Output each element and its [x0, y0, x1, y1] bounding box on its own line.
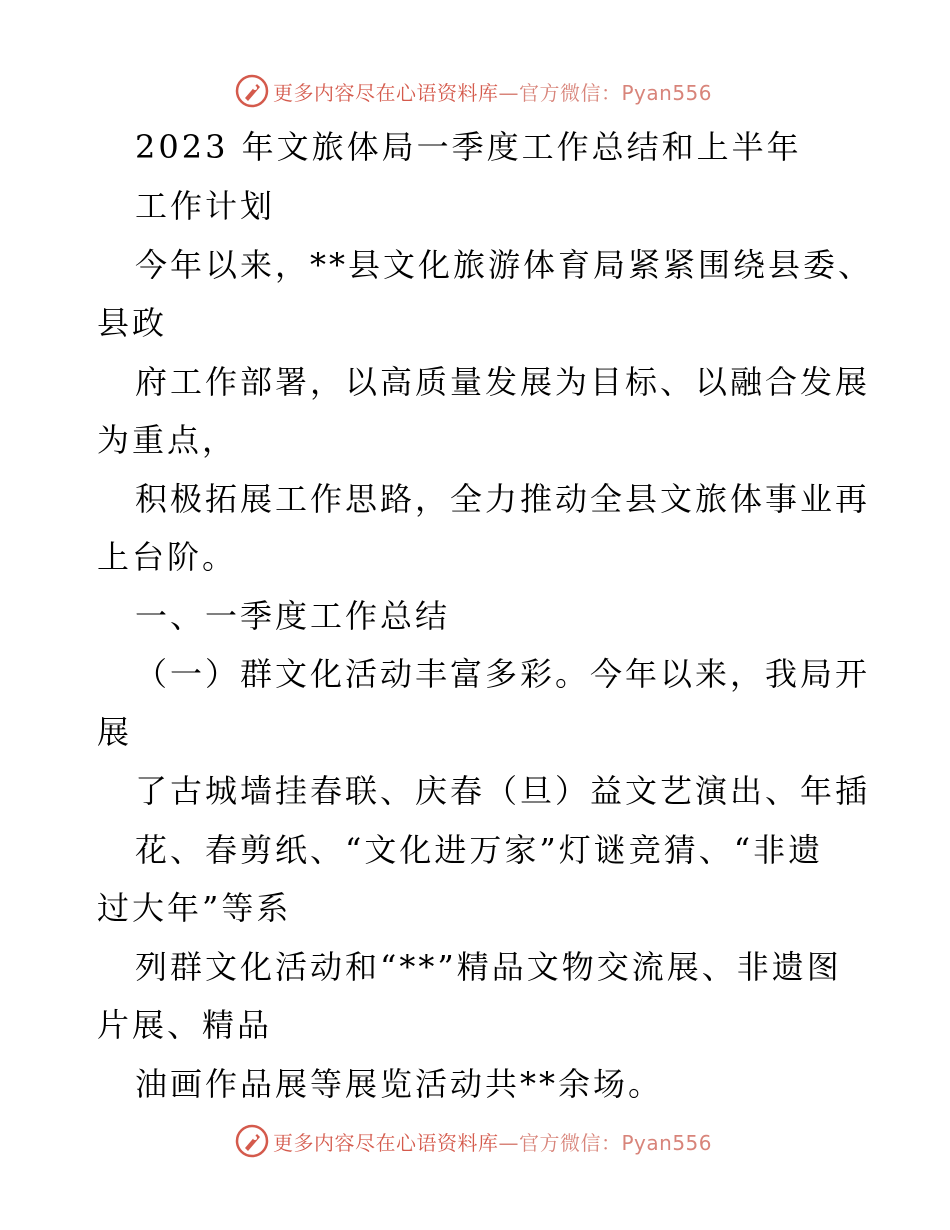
doc-title-line-1: 2023 年文旅体局一季度工作总结和上半年: [135, 128, 802, 166]
paragraph-line: 油画作品展等展览活动共**余场。: [135, 1065, 664, 1103]
paragraph-line: 过大年”等系: [97, 889, 292, 927]
paragraph-line: 列群文化活动和“**”精品文物交流展、非遗图: [135, 948, 842, 986]
paragraph-line: 上台阶。: [97, 538, 238, 576]
section-heading: 一、一季度工作总结: [135, 597, 451, 635]
watermark-text: 更多内容尽在心语资料库—官方微信：Pyan556: [273, 80, 713, 105]
pen-nib-circle-icon: [235, 1124, 269, 1158]
paragraph-line: 今年以来，**县文化旅游体育局紧紧围绕县委、: [135, 246, 874, 284]
pen-nib-circle-icon: [235, 74, 269, 108]
paragraph-line: 县政: [97, 304, 168, 342]
paragraph-line: 展: [97, 713, 133, 751]
paragraph-line: 为重点，: [97, 421, 238, 459]
header-watermark: [235, 74, 712, 108]
watermark-text: 更多内容尽在心语资料库—官方微信：Pyan556: [273, 1130, 713, 1155]
paragraph-line: 花、春剪纸、“文化进万家”灯谜竞猜、“非遗: [135, 831, 824, 869]
paragraph-line: 片展、精品: [97, 1006, 273, 1044]
paragraph-line: （一）群文化活动丰富多彩。今年以来，我局开: [135, 655, 871, 693]
doc-title-line-2: 工作计划: [135, 187, 276, 225]
paragraph-line: 积极拓展工作思路，全力推动全县文旅体事业再: [135, 480, 871, 518]
paragraph-line: 了古城墙挂春联、庆春（旦）益文艺演出、年插: [135, 772, 871, 810]
paragraph-line: 府工作部署，以高质量发展为目标、以融合发展: [135, 363, 871, 401]
footer-watermark: [235, 1124, 712, 1158]
